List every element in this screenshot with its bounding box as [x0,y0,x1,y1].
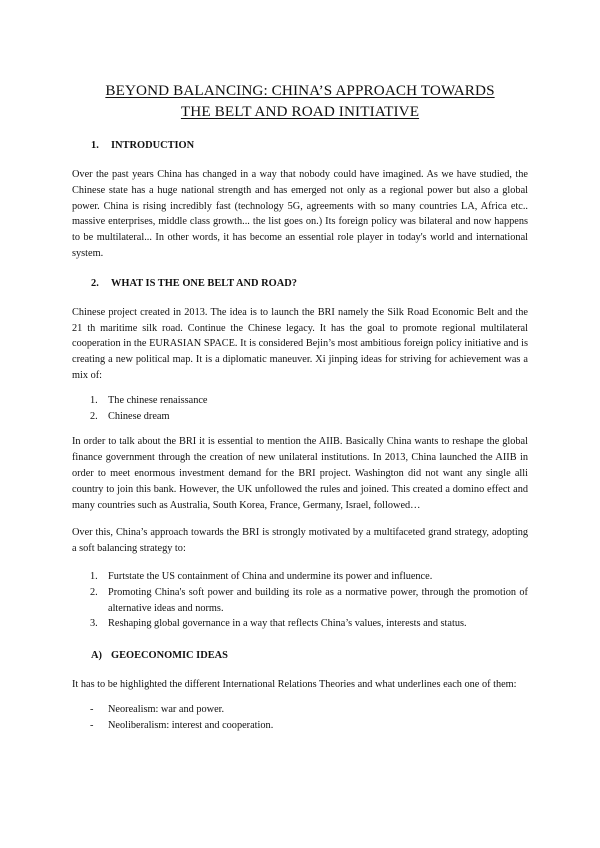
list-item [72,409,528,425]
list-item-text: Promoting China's soft power and building its role as a normative power, through the promotion of alternative ideas and norms. [108,586,528,614]
title-line-2: THE BELT AND ROAD INITIATIVE [180,103,420,120]
section-title: WHAT IS THE ONE BELT AND ROAD? [111,277,297,289]
section-number: A) [91,650,102,662]
list-item-text: Reshaping global governance in a way that reflects China’s values, interests and status. [108,618,467,630]
bri-paragraph-3: Over this, China’s approach towards the BRI is strongly motivated by a multifaceted grand strategy, adopting a soft balancing strategy to: [72,527,528,555]
section-heading-introduction [72,138,528,153]
list-marker: 2. [90,586,98,598]
list-marker: - [90,719,94,731]
list-marker: 1. [90,394,98,406]
numbered-list-strategy [72,569,528,632]
introduction-paragraph: Over the past years China has changed in a way that nobody could have imagined. As we have studied, the Chinese state has a huge national strength and has emerged not only as a regional power but also a global power. China is rising incredibly fast (technology 5G, agreements with so many countries LA, Africa etc.. massive enterprises, middle class growth... the list goes on.) Its foreign policy was bilateral and now happens to be multilateral... In other words, it has become an essential role player in today's world and international system. [72,169,528,259]
list-item-text: The chinese renaissance [108,394,208,406]
section-title: GEOECONOMIC IDEAS [111,650,228,662]
section-number: 1. [91,140,99,151]
list-marker: - [90,703,94,715]
list-item-text: Neoliberalism: interest and cooperation. [108,719,274,731]
title-line-1: BEYOND BALANCING: CHINA’S APPROACH TOWARDS [105,82,495,99]
list-item [72,616,528,632]
list-marker: 2. [90,410,98,422]
list-item [72,585,528,617]
document-page [72,80,528,744]
list-item [72,718,528,734]
section-number: 2. [91,277,99,289]
list-item-text: Furtstate the US containment of China and undermine its power and influence. [108,570,433,582]
section-heading-belt-and-road [72,276,528,291]
numbered-list-ideas [72,393,528,425]
list-item-text: Neorealism: war and power. [108,703,225,715]
section-title: INTRODUCTION [111,140,195,151]
dash-list-theories [72,702,528,734]
list-item [72,702,528,718]
list-item-text: Chinese dream [108,410,170,422]
list-marker: 1. [90,570,98,582]
list-marker: 3. [90,618,98,630]
list-item [72,569,528,585]
section-heading-geoeconomic [72,648,528,663]
bri-paragraph-1: Chinese project created in 2013. The idea is to launch the BRI namely the Silk Road Economic Belt and the 21 th maritime silk road. Continue the Chinese legacy. It has the goal to promote regional multilateral cooperation in the EURASIAN SPACE. It is considered Bejin’s most ambitious foreign policy initiative and is creating a new political map. It is a diplomatic maneuver. Xi jinping ideas for striving for achievement was a mix of: [72,306,528,381]
list-item [72,393,528,409]
document-title [72,80,528,122]
geoeconomic-paragraph: It has to be highlighted the different International Relations Theories and what underlines each one of them: [72,679,517,691]
bri-paragraph-2: In order to talk about the BRI it is essential to mention the AIIB. Basically China wants to reshape the global finance government through the creation of new unilateral institutions. In 2013, China launched the AIIB in order to meet enormous investment demand for the BRI project. Washington did not want any single alli country to join this bank. However, the UK unfollowed the rules and joined. This created a domino effect and many countries such as Australia, South Korea, France, Germany, Israel, followed… [72,436,528,511]
